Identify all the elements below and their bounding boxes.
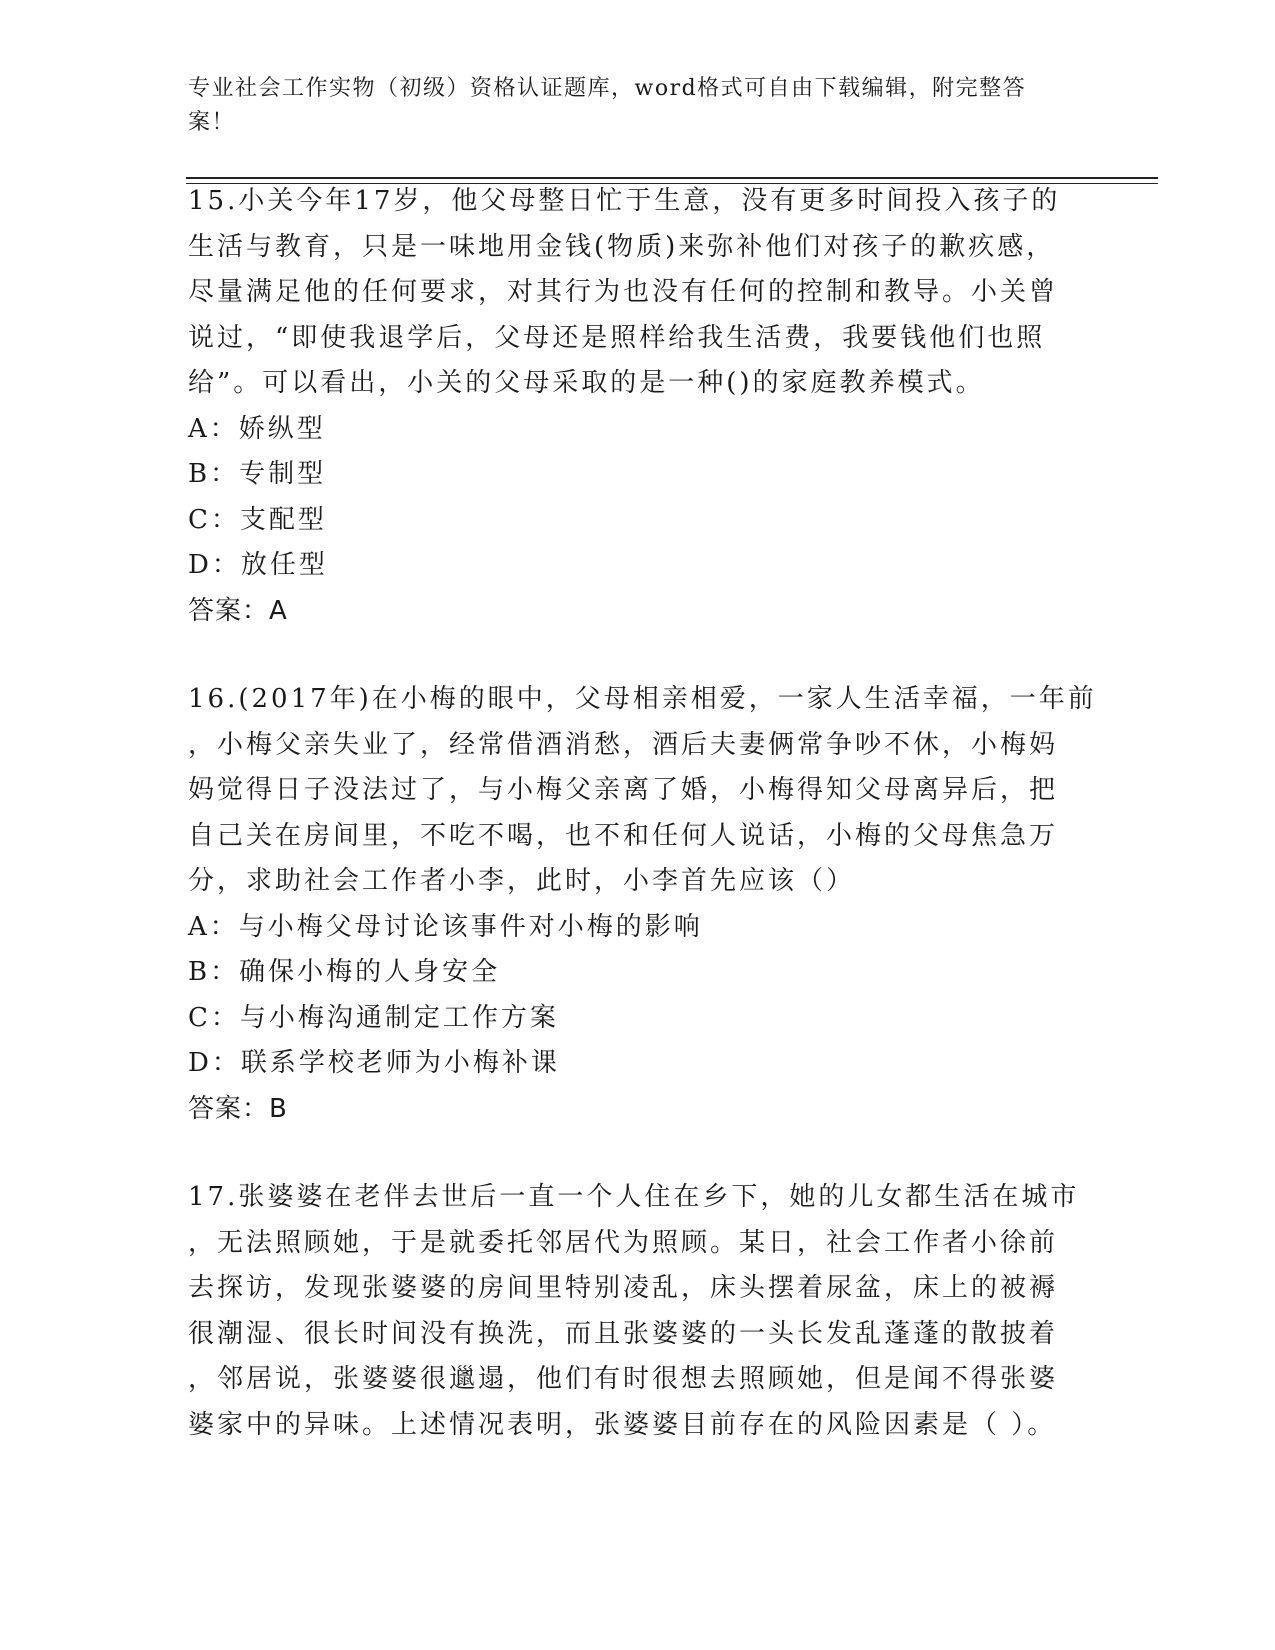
- question-text-line: 给”。可以看出，小关的父母采取的是一种()的家庭教养模式。: [188, 368, 985, 398]
- question-17: [188, 1175, 1079, 1448]
- option-b: B：确保小梅的人身安全: [188, 957, 501, 987]
- option-b: B：专制型: [188, 459, 327, 489]
- question-text-line: 自己关在房间里，不吃不喝，也不和任何人说话，小梅的父母焦急万: [188, 820, 1059, 851]
- question-text-line: 17.张婆婆在老伴去世后一直一个人住在乡下，她的儿女都生活在城市: [188, 1182, 1080, 1212]
- option-d: D：联系学校老师为小梅补课: [188, 1048, 560, 1078]
- question-text-line: 15.小关今年17岁，他父母整日忙于生意，没有更多时间投入孩子的: [188, 186, 1061, 216]
- question-15: [188, 179, 1060, 634]
- option-d: D：放任型: [188, 550, 328, 580]
- question-16: [188, 677, 1097, 1132]
- option-a: A：与小梅父母讨论该事件对小梅的影响: [188, 911, 703, 942]
- question-text-line: 分，求助社会工作者小李，此时，小李首先应该（）: [188, 866, 856, 896]
- question-text-line: 16.(2017年)在小梅的眼中，父母相亲相爱，一家人生活幸福，一年前: [188, 684, 1097, 714]
- question-text-line: 尽量满足他的任何要求，对其行为也没有任何的控制和教导。小关曾: [188, 277, 1059, 307]
- option-a: A：娇纵型: [188, 413, 326, 444]
- question-text-line: 很潮湿、很长时间没有换洗，而且张婆婆的一头长发乱蓬蓬的散披着: [188, 1318, 1059, 1349]
- question-text-line: ，邻居说，张婆婆很邋遢，他们有时很想去照顾她，但是闻不得张婆: [188, 1364, 1059, 1394]
- option-c: C：与小梅沟通制定工作方案: [188, 1002, 559, 1033]
- question-text-line: ，无法照顾她，于是就委托邻居代为照顾。某日，社会工作者小徐前: [188, 1227, 1059, 1258]
- document-header: 专业社会工作实物（初级）资格认证题库，word格式可自由下载编辑，附完整答案！: [188, 76, 1027, 135]
- question-text-line: 说过，“即使我退学后，父母还是照样给我生活费，我要钱他们也照: [188, 322, 1046, 353]
- option-c: C：支配型: [188, 504, 327, 535]
- answer-line: 答案：B: [188, 1093, 288, 1124]
- answer-line: 答案：A: [188, 595, 288, 626]
- question-text-line: 生活与教育，只是一味地用金钱(物质)来弥补他们对孩子的歉疚感，: [188, 231, 1056, 262]
- question-text-line: 去探访，发现张婆婆的房间里特别凌乱，床头摆着尿盆，床上的被褥: [188, 1273, 1059, 1303]
- question-text-line: 妈觉得日子没法过了，与小梅父亲离了婚，小梅得知父母离异后，把: [188, 775, 1059, 805]
- question-text-line: ，小梅父亲失业了，经常借酒消愁，酒后夫妻俩常争吵不休，小梅妈: [188, 729, 1059, 760]
- question-text-line: 婆家中的异味。上述情况表明，张婆婆目前存在的风险因素是（ ）。: [188, 1409, 1057, 1440]
